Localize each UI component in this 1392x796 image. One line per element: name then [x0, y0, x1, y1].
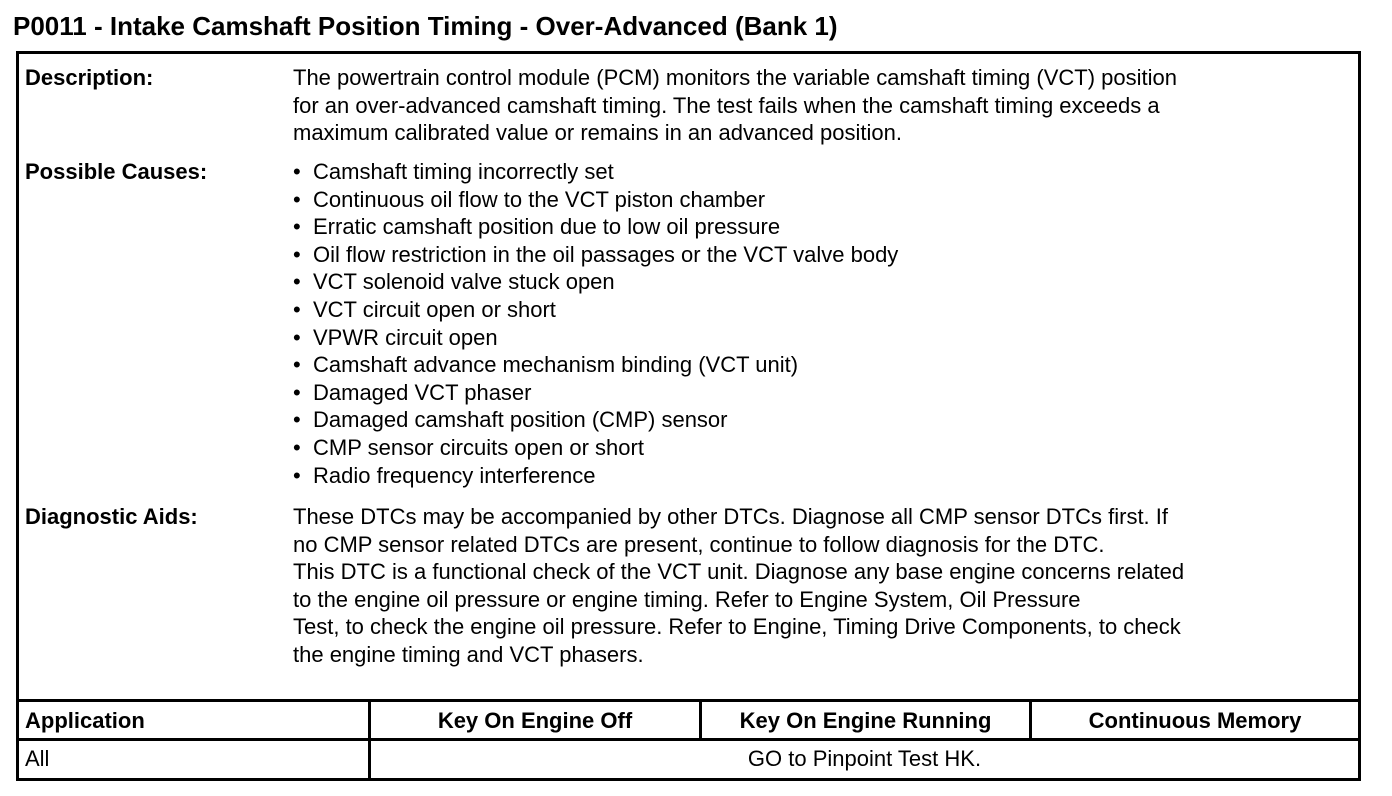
bullet-icon: •: [293, 434, 301, 460]
list-item: [293, 379, 1353, 407]
bullet-icon: •: [293, 462, 301, 488]
cause-text: VCT circuit open or short: [313, 296, 556, 322]
list-item: [293, 462, 1353, 490]
table-cell-application: All: [25, 746, 50, 771]
bullet-icon: •: [293, 214, 301, 240]
bullet-icon: •: [293, 241, 301, 267]
bullet-icon: •: [293, 269, 301, 295]
cause-text: Radio frequency interference: [313, 462, 596, 488]
possible-causes-content: [293, 158, 1353, 489]
list-item: [293, 324, 1353, 352]
cause-text: Camshaft timing incorrectly set: [313, 159, 614, 184]
table-divider: [19, 738, 1358, 741]
cause-text: Camshaft advance mechanism binding (VCT unit): [313, 352, 799, 378]
cause-text: Erratic camshaft position due to low oil pressure: [313, 214, 781, 240]
dtc-info-table: [16, 51, 1361, 781]
diagnostic-aids-line: This DTC is a functional check of the VCT unit. Diagnose any base engine concerns related: [293, 559, 1185, 585]
diagnostic-aids-line: no CMP sensor related DTCs are present, continue to follow diagnosis for the DTC.: [293, 531, 1105, 557]
list-item: [293, 268, 1353, 296]
bullet-icon: •: [293, 352, 301, 378]
column-header-key-on-engine-running: Key On Engine Running: [739, 708, 992, 733]
cause-text: Damaged camshaft position (CMP) sensor: [313, 407, 728, 433]
bullet-icon: •: [293, 407, 301, 433]
bullet-icon: •: [293, 159, 301, 184]
column-header-continuous-memory: Continuous Memory: [1088, 708, 1302, 733]
diagnostic-aids-line: These DTCs may be accompanied by other DTCs. Diagnose all CMP sensor DTCs first. If: [293, 504, 1169, 529]
list-item: [293, 241, 1353, 269]
bullet-icon: •: [293, 324, 301, 350]
bullet-icon: •: [293, 296, 301, 322]
cause-text: VCT solenoid valve stuck open: [313, 269, 615, 295]
list-item: [293, 351, 1353, 379]
possible-causes-list: [293, 158, 1353, 489]
description-label: Description:: [25, 65, 154, 90]
bullet-icon: •: [293, 379, 301, 405]
description-line: The powertrain control module (PCM) monitors the variable camshaft timing (VCT) position: [293, 65, 1177, 90]
table-divider: [19, 699, 1358, 702]
cause-text: Oil flow restriction in the oil passages or the VCT valve body: [313, 241, 899, 267]
column-header-key-on-engine-off: Key On Engine Off: [437, 708, 633, 733]
list-item: [293, 434, 1353, 462]
column-header-application: Application: [25, 708, 145, 733]
diagnostic-aids-line: Test, to check the engine oil pressure. Refer to Engine, Timing Drive Components, to check: [293, 614, 1181, 640]
list-item: [293, 296, 1353, 324]
diagnostic-aids-line: the engine timing and VCT phasers.: [293, 641, 644, 667]
diagnostic-aids-label: Diagnostic Aids:: [25, 504, 198, 529]
description-text: [293, 64, 1353, 147]
description-line: maximum calibrated value or remains in an advanced position.: [293, 120, 902, 146]
cause-text: VPWR circuit open: [313, 324, 498, 350]
cause-text: Damaged VCT phaser: [313, 379, 532, 405]
bullet-icon: •: [293, 186, 301, 212]
possible-causes-label: Possible Causes:: [25, 159, 208, 184]
dtc-details: [19, 54, 1358, 699]
cause-text: CMP sensor circuits open or short: [313, 434, 644, 460]
table-cell-action: GO to Pinpoint Test HK.: [747, 746, 982, 771]
list-item: [293, 158, 1353, 186]
list-item: [293, 186, 1353, 214]
diagnostic-aids-text: [293, 503, 1353, 669]
list-item: [293, 406, 1353, 434]
description-line: for an over-advanced camshaft timing. The test fails when the camshaft timing exceeds a: [293, 92, 1160, 118]
cause-text: Continuous oil flow to the VCT piston chamber: [313, 186, 766, 212]
list-item: [293, 213, 1353, 241]
page-title: P0011 - Intake Camshaft Position Timing - Over-Advanced (Bank 1): [13, 11, 838, 41]
diagnostic-aids-line: to the engine oil pressure or engine timing. Refer to Engine System, Oil Pressure: [293, 586, 1081, 612]
